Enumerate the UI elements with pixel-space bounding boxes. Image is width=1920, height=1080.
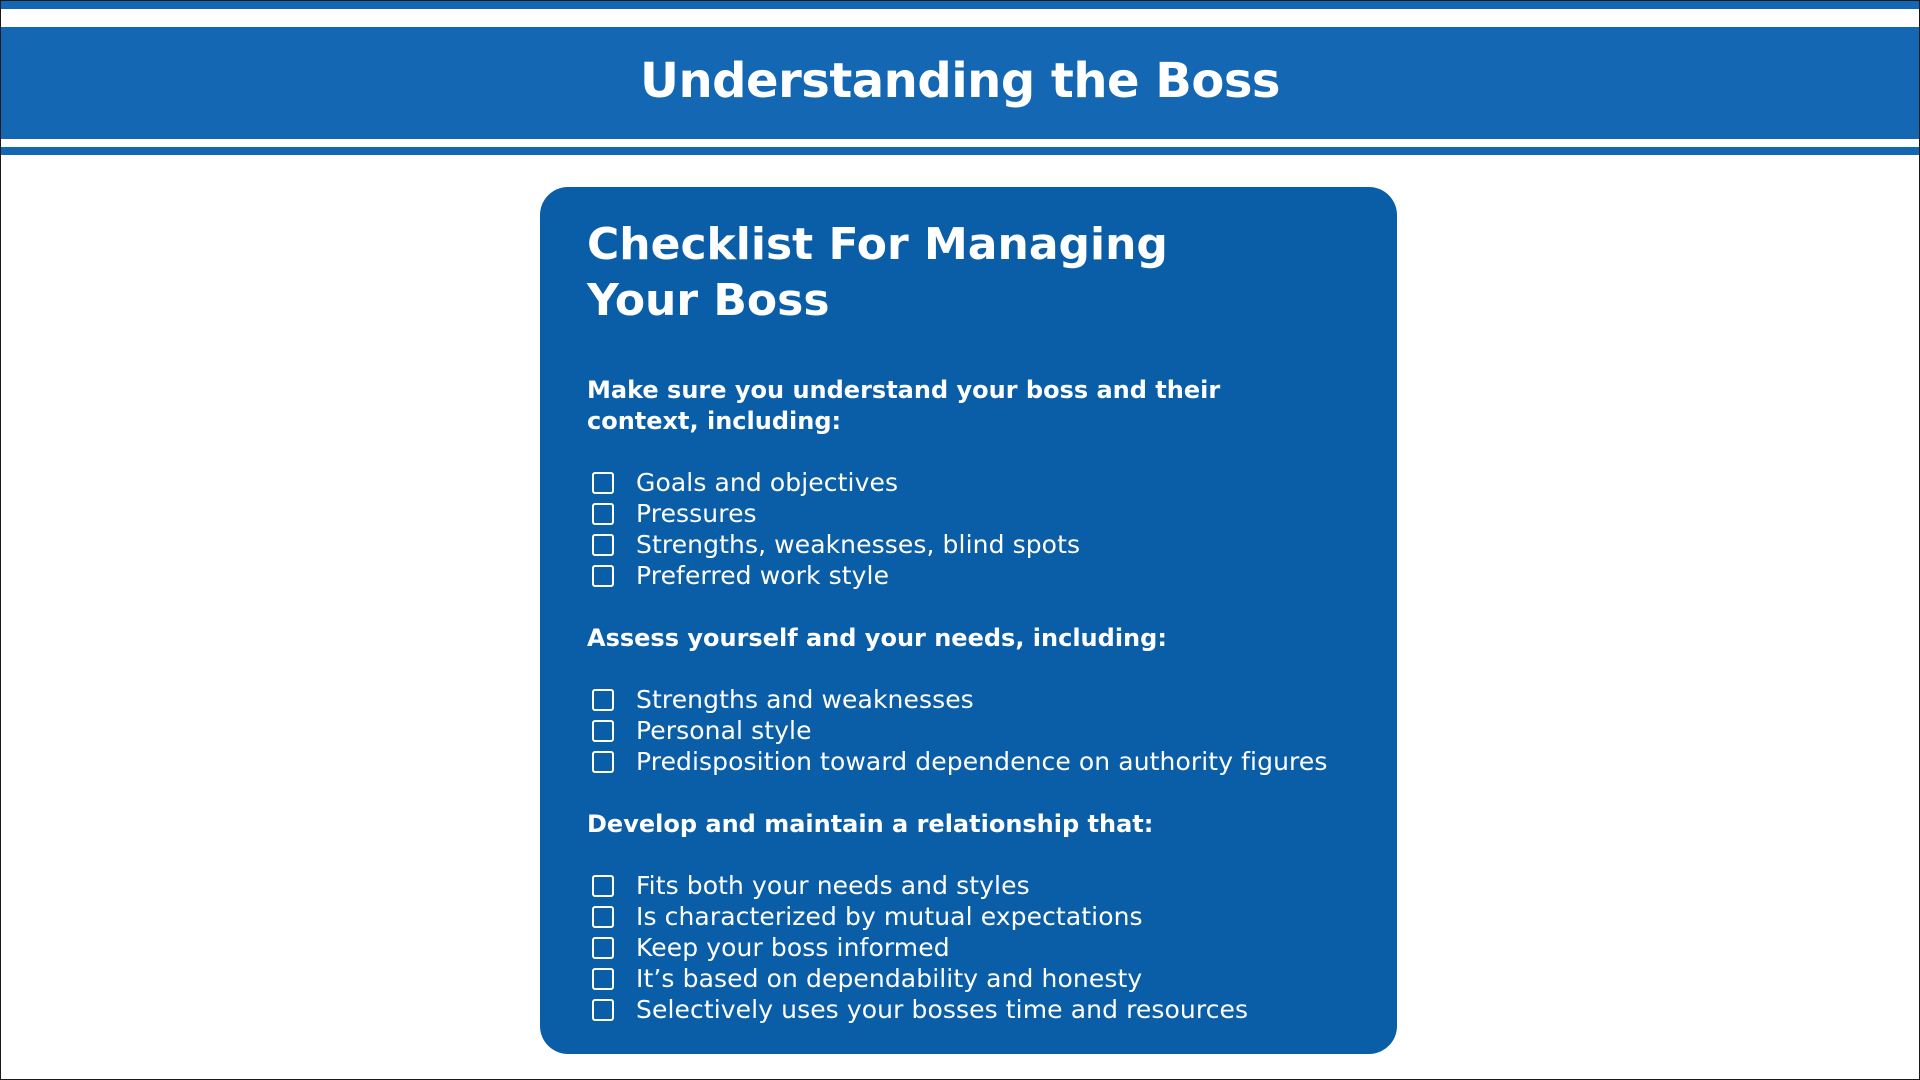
header-stripe-bottom — [1, 147, 1919, 155]
page-title: Understanding the Boss — [640, 53, 1280, 109]
checklist-item-label: Predisposition toward dependence on authority figures — [636, 747, 1328, 776]
card-title — [587, 217, 1207, 329]
checklist-item-label: Fits both your needs and styles — [636, 871, 1030, 900]
empty-checkbox-icon[interactable] — [592, 968, 614, 990]
checklist-item — [587, 560, 1357, 591]
checklist-item-label: Is characterized by mutual expectations — [636, 902, 1143, 931]
section-heading-understand-boss: Make sure you understand your boss and their context, including: — [587, 376, 1221, 435]
empty-checkbox-icon[interactable] — [592, 472, 614, 494]
checklist-understand-boss — [587, 467, 1357, 591]
checklist-item-label: Pressures — [636, 499, 757, 528]
checklist-item — [587, 901, 1357, 932]
header-band — [1, 27, 1919, 139]
checklist-item — [587, 963, 1357, 994]
checklist-item — [587, 932, 1357, 963]
header-stripe-top — [1, 1, 1919, 9]
section-heading-assess-yourself: Assess yourself and your needs, including: — [587, 624, 1167, 652]
checklist-item — [587, 684, 1357, 715]
checklist-item-label: It’s based on dependability and honesty — [636, 964, 1143, 993]
checklist-item — [587, 994, 1357, 1025]
section-heading-develop-relationship: Develop and maintain a relationship that: — [587, 810, 1154, 838]
checklist-item — [587, 467, 1357, 498]
checklist-card — [540, 187, 1397, 1054]
checklist-assess-yourself — [587, 684, 1357, 777]
checklist-item-label: Personal style — [636, 716, 812, 745]
card-title-line-1: Checklist For Managing — [587, 219, 1168, 270]
checklist-item-label: Goals and objectives — [636, 468, 899, 497]
checklist-item — [587, 746, 1357, 777]
empty-checkbox-icon[interactable] — [592, 534, 614, 556]
empty-checkbox-icon[interactable] — [592, 999, 614, 1021]
checklist-develop-relationship — [587, 870, 1357, 1025]
checklist-item-label: Keep your boss informed — [636, 933, 950, 962]
empty-checkbox-icon[interactable] — [592, 720, 614, 742]
checklist-item-label: Strengths and weaknesses — [636, 685, 974, 714]
empty-checkbox-icon[interactable] — [592, 751, 614, 773]
empty-checkbox-icon[interactable] — [592, 689, 614, 711]
empty-checkbox-icon[interactable] — [592, 937, 614, 959]
checklist-item — [587, 498, 1357, 529]
empty-checkbox-icon[interactable] — [592, 565, 614, 587]
empty-checkbox-icon[interactable] — [592, 875, 614, 897]
empty-checkbox-icon[interactable] — [592, 503, 614, 525]
checklist-item — [587, 715, 1357, 746]
checklist-item-label: Strengths, weaknesses, blind spots — [636, 530, 1081, 559]
checklist-item-label: Preferred work style — [636, 561, 890, 590]
empty-checkbox-icon[interactable] — [592, 906, 614, 928]
checklist-item-label: Selectively uses your bosses time and resources — [636, 995, 1249, 1024]
card-title-line-2: Your Boss — [587, 275, 830, 326]
header-stripe-gap — [1, 9, 1919, 15]
checklist-item — [587, 529, 1357, 560]
checklist-item — [587, 870, 1357, 901]
